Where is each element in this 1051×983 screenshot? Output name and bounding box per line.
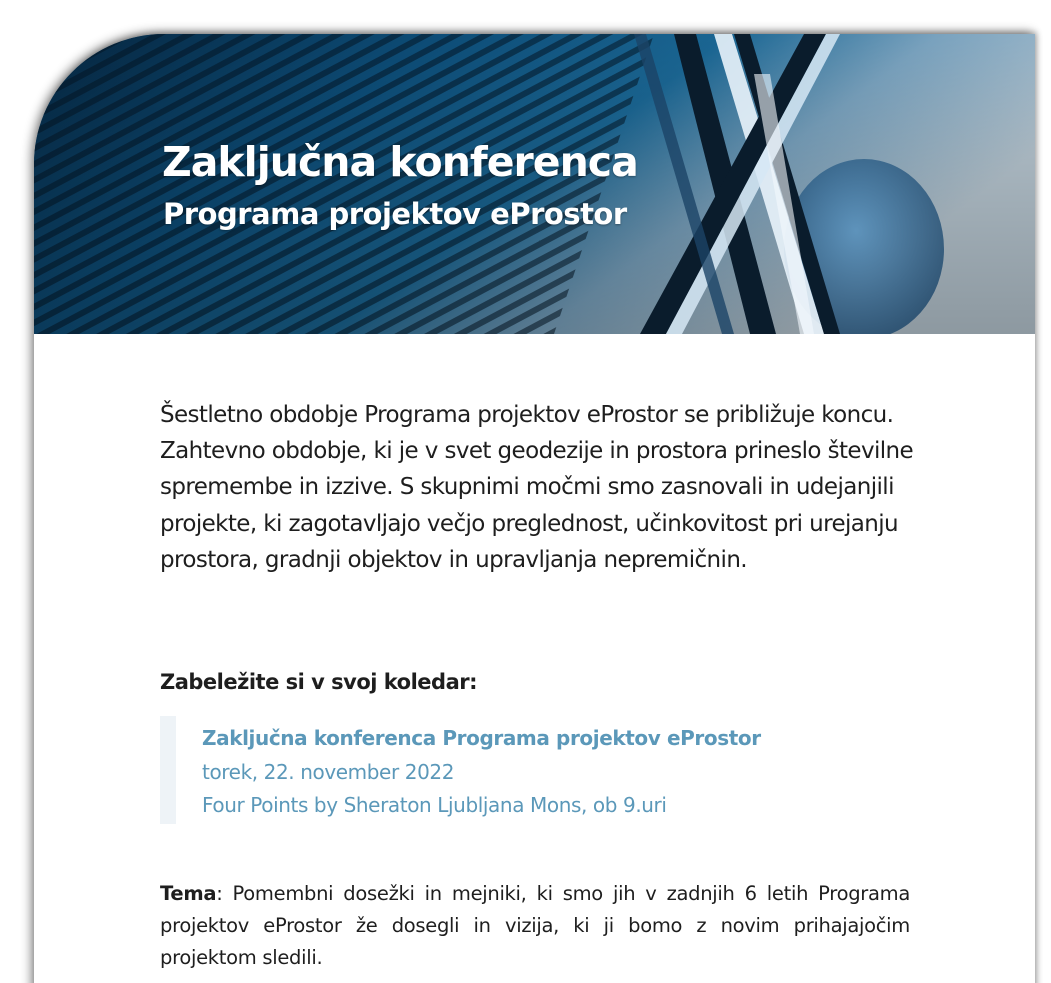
hero-banner [34,34,1035,334]
hero-subtitle: Programa projektov eProstor [163,197,627,231]
event-title: Zaključna konferenca Programa projektov eProstor [202,726,761,750]
calendar-heading: Zabeležite si v svoj koledar: [160,670,477,694]
topic-text: : Pomembni dosežki in mejniki, ki smo jih v zadnjih 6 letih Programa projektov eProstor že dosegli in vizija, ki ji bomo z novim prihajajočim projektom sledili. [160,882,910,969]
topic-paragraph [160,878,910,974]
event-details [160,716,796,824]
topic-label: Tema [160,882,217,905]
event-date: torek, 22. november 2022 [202,760,455,784]
hero-title: Zaključna konferenca [162,138,638,186]
invitation-card [34,34,1035,983]
intro-paragraph: Šestletno obdobje Programa projektov eProstor se približuje koncu. Zahtevno obdobje, ki je v svet geodezije in prostora prineslo številne spremembe in izzive. S skupnimi močmi smo zasnovali in udejanjili projekte, ki zagotavljajo večjo preglednost, učinkovitost pri urejanju prostora, gradnji objektov in upravljanja nepremičnin. [160,402,914,573]
event-location: Four Points by Sheraton Ljubljana Mons, ob 9.uri [202,793,667,817]
